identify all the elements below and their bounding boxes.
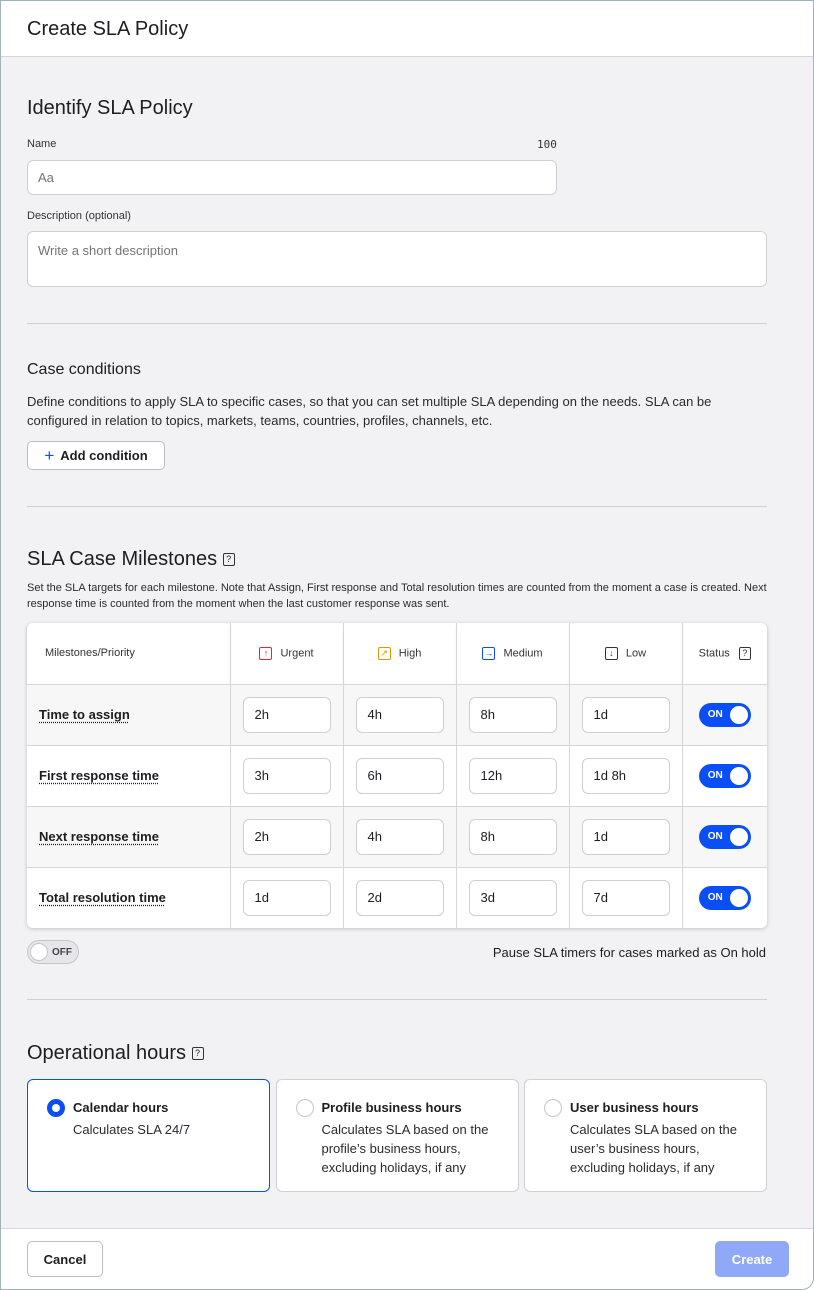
toggle-state: OFF [52,947,72,958]
toggle-knob [730,767,748,785]
name-input[interactable] [27,160,557,195]
milestones-title [27,548,235,571]
medium-arrow-icon: → [484,647,494,658]
help-icon[interactable]: ? [223,553,235,566]
cell-status [682,806,767,867]
urgent-time-input[interactable]: 2h [243,697,331,733]
milestone-name [27,684,230,745]
cell-medium [456,684,569,745]
cell-low [569,806,682,867]
cell-high [343,806,456,867]
option-title: Profile business hours [321,1100,462,1115]
add-condition-label: Add condition [60,448,148,463]
medium-time-input[interactable]: 8h [469,819,557,855]
high-time-input[interactable]: 4h [356,697,444,733]
low-time-input[interactable]: 1d [582,819,670,855]
toggle-state: ON [707,830,723,842]
description-input[interactable] [27,231,767,287]
cell-medium [456,745,569,806]
medium-time-input[interactable]: 8h [469,697,557,733]
milestone-row [27,867,767,928]
low-time-input[interactable]: 1d [582,697,670,733]
divider [27,506,767,507]
high-time-input[interactable]: 6h [356,758,444,794]
identify-title: Identify SLA Policy [27,97,193,119]
col-medium [456,623,569,684]
operational-title [27,1042,204,1065]
cell-urgent [230,684,343,745]
col-high [343,623,456,684]
operational-hours-option[interactable] [27,1079,270,1192]
create-button[interactable]: Create [715,1241,789,1277]
urgent-arrow-icon: ↑ [259,647,272,660]
option-description: Calculates SLA based on the user’s business hours, excluding holidays, if any [570,1122,737,1175]
operational-hours-option[interactable] [276,1079,519,1192]
toggle-knob [730,889,748,907]
col-milestones: Milestones/Priority [27,623,230,684]
cell-low [569,867,682,928]
cancel-button[interactable]: Cancel [27,1241,103,1277]
high-label: High [398,647,422,660]
help-icon[interactable]: ? [739,647,751,660]
status-toggle[interactable] [699,825,751,849]
option-description: Calculates SLA based on the profile’s business hours, excluding holidays, if any [321,1122,489,1175]
status-toggle[interactable] [699,886,751,910]
option-description: Calculates SLA 24/7 [73,1122,191,1137]
milestones-title-text: SLA Case Milestones [27,548,218,570]
cell-status [682,867,767,928]
cell-medium [456,867,569,928]
radio-button[interactable] [544,1099,562,1117]
milestone-label[interactable]: Time to assign [39,707,130,722]
milestone-name [27,867,230,928]
medium-label: Medium [503,647,543,660]
col-urgent [230,623,343,684]
divider [27,323,767,324]
urgent-time-input[interactable]: 2h [243,819,331,855]
cell-urgent [230,867,343,928]
cell-high [343,745,456,806]
milestone-row [27,684,767,745]
divider [27,999,767,1000]
medium-time-input[interactable]: 12h [469,758,557,794]
name-counter: 100 [537,138,557,151]
low-time-input[interactable]: 7d [582,880,670,916]
plus-icon: + [44,445,55,465]
toggle-knob [30,943,48,961]
toggle-knob [730,706,748,724]
milestone-name [27,806,230,867]
milestone-label[interactable]: Total resolution time [39,890,166,906]
pause-toggle[interactable] [27,940,79,964]
milestones-description: Set the SLA targets for each milestone. Note that Assign, First response and Total resolution times are counted from the moment a case is created. Next response time is counted from the moment when the last customer response was sent. [27,582,767,610]
milestone-name [27,745,230,806]
dialog-footer [1,1228,813,1290]
conditions-description: Define conditions to apply SLA to specific cases, so that you can set multiple SLA depending on the needs. SLA can be configured in relation to topics, markets, teams, countries, profiles, channels, etc. [27,394,712,428]
toggle-state: ON [707,891,723,903]
toggle-knob [730,828,748,846]
cell-urgent [230,806,343,867]
operational-hours-option[interactable] [524,1079,767,1192]
description-label: Description (optional) [27,210,131,222]
add-condition-button[interactable] [27,441,165,470]
cell-medium [456,806,569,867]
milestone-label[interactable]: First response time [39,768,159,783]
conditions-title: Case conditions [27,361,141,378]
status-toggle[interactable] [699,764,751,788]
milestone-row [27,806,767,867]
cell-low [569,684,682,745]
cell-low [569,745,682,806]
cell-high [343,867,456,928]
toggle-state: ON [707,769,723,781]
cell-high [343,684,456,745]
status-label: Status [698,647,730,660]
dialog-title: Create SLA Policy [27,18,189,40]
pause-label: Pause SLA timers for cases marked as On hold [492,945,766,960]
radio-button[interactable] [47,1099,65,1117]
col-low [569,623,682,684]
urgent-time-input[interactable]: 1d [243,880,331,916]
low-label: Low [625,647,647,660]
help-icon[interactable]: ? [192,1047,204,1060]
milestones-table [27,623,767,928]
option-title: User business hours [570,1100,699,1115]
cell-urgent [230,745,343,806]
medium-time-input[interactable]: 3d [469,880,557,916]
urgent-time-input[interactable]: 3h [243,758,331,794]
operational-title-text: Operational hours [27,1042,186,1064]
low-time-input[interactable]: 1d 8h [582,758,670,794]
cell-status [682,684,767,745]
status-toggle[interactable] [699,703,751,727]
high-arrow-icon: ↗ [378,647,391,660]
cell-status [682,745,767,806]
high-time-input[interactable]: 4h [356,819,444,855]
radio-button[interactable] [296,1099,314,1117]
milestone-row [27,745,767,806]
milestone-label[interactable]: Next response time [39,829,159,844]
urgent-label: Urgent [280,647,314,660]
name-label: Name [27,138,57,150]
col-status [682,623,767,684]
dialog-header [1,1,813,57]
low-arrow-icon: ↓ [605,647,618,660]
option-title: Calendar hours [73,1100,169,1115]
toggle-state: ON [707,708,723,720]
high-time-input[interactable]: 2d [356,880,444,916]
